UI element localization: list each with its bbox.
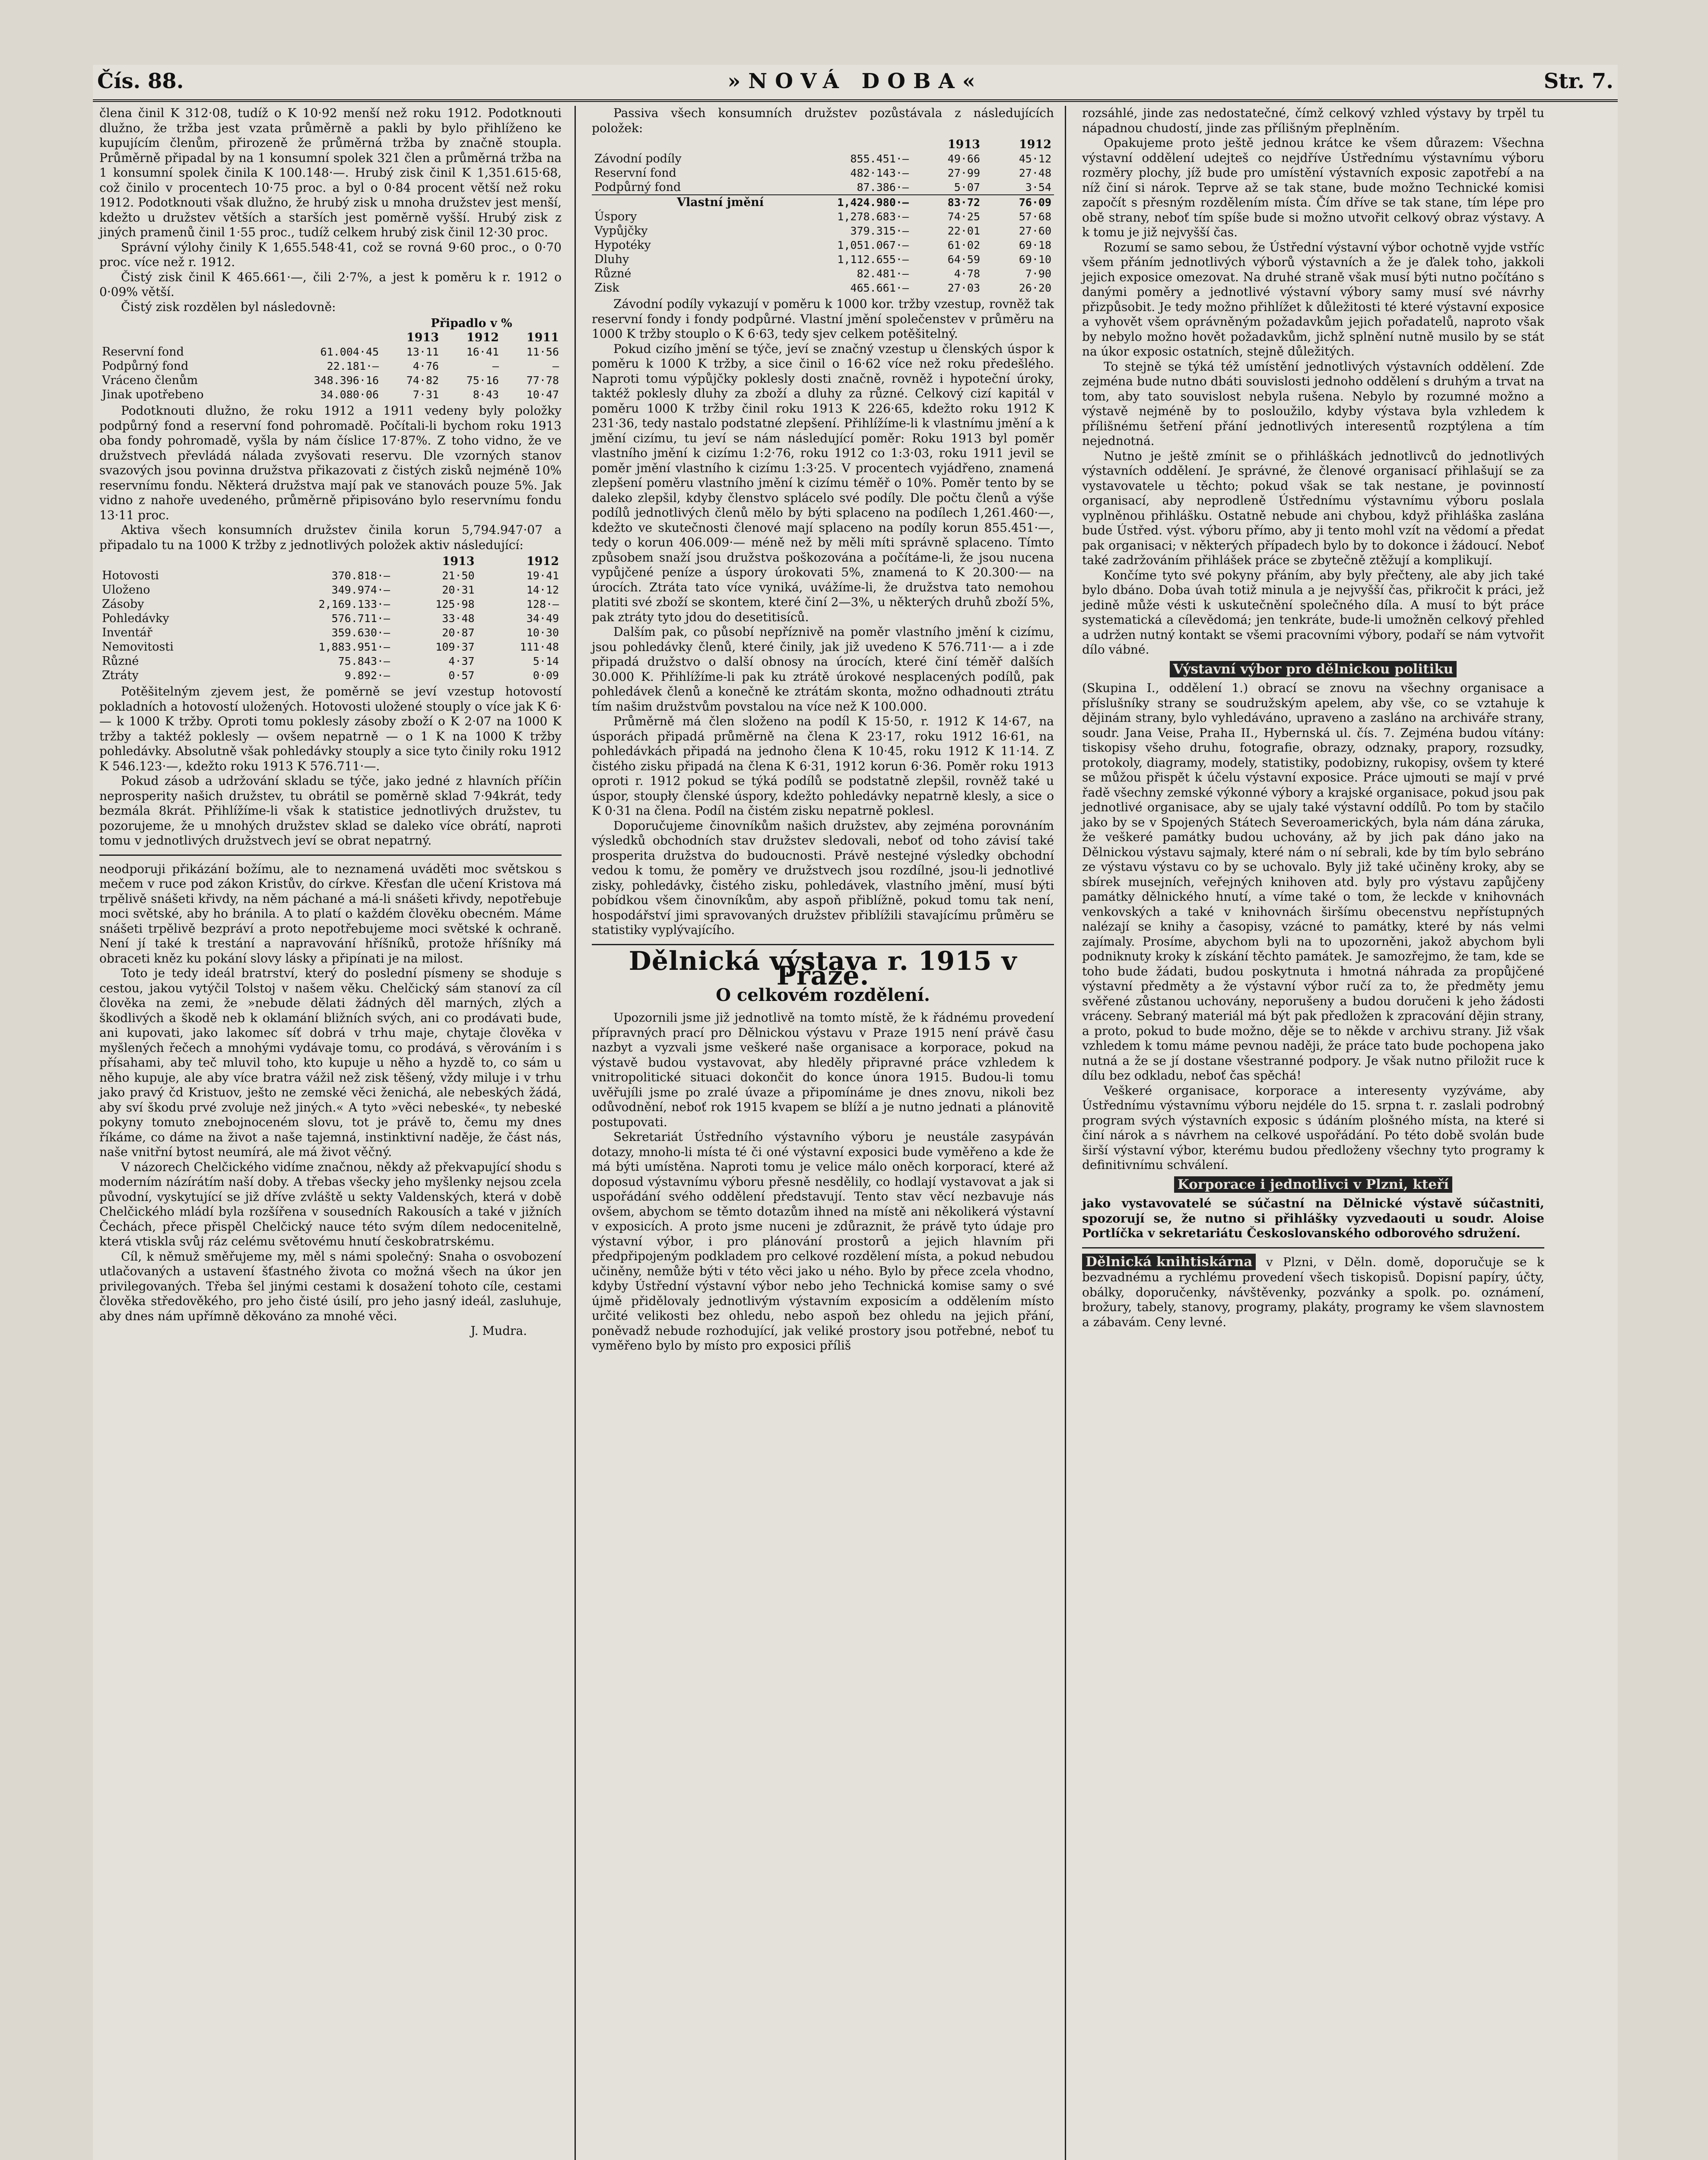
paragraph: Čistý zisk činil K 465.661·—, čili 2·7%, a jest k poměru k r. 1912 o 0·09% větší. (99, 270, 562, 299)
table-cell: 109·37 (435, 641, 475, 653)
table-cell: Ztráty (102, 669, 139, 682)
table-cell: Vypůjčky (594, 224, 648, 238)
table-cell: 27·99 (947, 167, 980, 179)
table-cell: 855.451·— (850, 152, 909, 165)
table-cell: 10·30 (526, 626, 559, 639)
table-cell: 34.080·06 (320, 388, 379, 401)
table-cell: 14·12 (526, 584, 559, 596)
table-row (592, 252, 1054, 267)
table-cell: Hypotéky (594, 238, 651, 252)
table-cell: Pohledávky (102, 612, 169, 625)
table-row (592, 281, 1054, 295)
table-cell: 1,278.683·— (837, 210, 909, 223)
paragraph: To stejně se týká též umístění jednotlivých výstavních oddělení. Zde zejména bude nutno dbáti souvislosti jednoho oddělení s druhým a trvat na tom, aby tato souvislost nebyla rušena. Nebylo by rozumné možno a výstavě nejméně by to posloužilo, kdyby výstava byla vzhledem k přílišnému šetření přání jednotlivých interesentů rozptýlena a tím nejednotná. (1082, 359, 1544, 448)
table-row (99, 611, 562, 626)
issue-number: Čís. 88. (97, 69, 184, 93)
table-cell: 61·02 (947, 239, 980, 251)
section-heading: Korporace i jednotlivci v Plzni, kteří (1174, 1176, 1452, 1193)
table-header-cell: 1912 (526, 555, 559, 568)
table-body (99, 569, 562, 683)
table-row (99, 583, 562, 597)
table-cell: 82.481·— (857, 267, 909, 280)
paragraph: Závodní podíly vykazují v poměru k 1000 kor. tržby vzestup, rovněž tak reservní fondy i fondy podpůrné. Vlastní jmění společenstev v průměru na 1000 K tržby stouplo o K 6·63, tedy sjev celkem potěšitelný. (592, 297, 1054, 341)
article-subheadline: O celkovém rozdělení. (716, 985, 930, 1005)
paragraph: Potěšitelným zjevem jest, že poměrně se jeví vzestup hotovostí pokladních a hotovostí uložených. Hotovosti uložené stouply o více jak K 6·— k 1000 K tržby. Oproti tomu poklesly zásoby zboží o K 2·07 na 1000 K tržby a taktéž poklesly — ovšem nepatrně — o 1 K na 1000 K tržby pohledávky. Absolutně však pohledávky stouply a sice tyto činily roku 1912 K 546.123·—, kdežto roku 1913 K 576.711·—. (99, 684, 562, 773)
table-cell: Jinak upotřebeno (102, 388, 204, 401)
paragraph: rozsáhlé, jinde zas nedostatečné, čímž celkový vzhled výstavy by trpěl tu nápadnou chudostí, jinde zas přílišným přeplněním. (1082, 106, 1544, 135)
table-cell: 349.974·— (331, 584, 390, 596)
column-left (99, 106, 562, 1339)
divider (99, 854, 562, 856)
table-cell: 4·76 (413, 360, 439, 372)
table-cell: Podpůrný fond (102, 359, 189, 373)
table-cell: 4·78 (954, 267, 980, 280)
column-middle (592, 106, 1054, 1353)
paragraph: Veškeré organisace, korporace a interesenty vyzýváme, aby Ústřednímu výstavnímu výboru nejdéle do 15. srpna t. r. zaslali podrobný program svých výstavních exposic s údáním plošného místa, na které si činí nárok a s návrhem na celkové uspořádání. Po této době svolán bude širší výstavní výbor, kterému budou předloženy všechny tyto programy k definitivnímu schválení. (1082, 1083, 1544, 1172)
table-cell: 22·01 (947, 225, 980, 237)
table-cell: 359.630·— (331, 626, 390, 639)
table-row (592, 224, 1054, 238)
paragraph: Rozumí se samo sebou, že Ústřední výstavní výbor ochotně vyjde vstříc všem přáním jednotlivých výborů výstavních a že je ďalek toho, jakkoli jejich exposice omezovat. Na druhé straně však musí býti nutno počítáno s danými poměry a jednotlivé výstavní výbory samy musí své návrhy přizpůsobit. Je tedy možno přihlížet k důležitosti té které výstavní exposice a vyhovět všem oprávněným požadavkům jejich pořadatelů, naproto však by nebylo možno hovět požadavkům, jichž splnění nutně musilo by se stát na úkor exposic ostatních, stejně důležitých. (1082, 240, 1544, 359)
table-cell: 576.711·— (331, 612, 390, 625)
table-cell: 45·12 (1019, 152, 1051, 165)
table-cell: 7·31 (413, 388, 439, 401)
table-cell: 4·37 (448, 655, 475, 667)
table-cell: 61.004·45 (320, 346, 379, 358)
paragraph: Čistý zisk rozdělen byl následovně: (121, 299, 336, 314)
table-cell: Podpůrný fond (594, 181, 681, 194)
paragraph: Upozornili jsme již jednotlivě na tomto místě, že k řádnému provedení přípravných prací pro Dělnickou výstavu v Praze 1915 není právě času nazbyt a vyzvali jsme veškeré naše organisace a korporace, pokud na výstavě budou vystavovat, aby hleděly připravné práce vzhledem k vnitropolitické situaci dokončit do konce února 1915. Budou-li tomu uvěřujíli jsme po zralé úvaze a připomínáme je dnes znovu, nikoli bez odůvodnění, neboť rok 1915 kvapem se blíží a je nutno jednati a plánovitě postupovati. (592, 1010, 1054, 1129)
table-cell: 370.818·— (331, 569, 390, 582)
table-row (99, 626, 562, 640)
paragraph: Pokud zásob a udržování skladu se týče, jako jedné z hlavních příčin neprosperity našich družstev, tu obrátil se poměrně sklad 7·94krát, tedy bezmála 8krát. Přihlížíme-li však k statistice jednotlivých družstev, tu pozorujeme, že u mnohých družstev sklad se daleko více obrátí, naproti tomu v jednotlivých družstvech jeví se obrat nepatrný. (99, 774, 562, 848)
table-cell: Vlastní jmění (592, 195, 766, 210)
table-cell: — (552, 360, 559, 372)
table-cell: 8·43 (473, 388, 499, 401)
table-header-cell: 1912 (466, 331, 499, 344)
table-cell: Různé (102, 654, 139, 668)
table-cell: Uloženo (102, 583, 150, 597)
table-body (592, 152, 1054, 195)
table-cell: 10·47 (526, 388, 559, 401)
table-row (99, 345, 562, 359)
table-cell: Inventář (102, 626, 152, 639)
signature: J. Mudra. (470, 1324, 527, 1338)
table-cell: 75.843·— (338, 655, 390, 667)
newspaper-title: »NOVÁ DOBA« (727, 69, 983, 93)
paragraph: Aktiva všech konsumních družstev činila korun 5,794.947·07 a připadalo tu na 1000 K tržby z jednotlivých položek aktiv následující: (99, 523, 562, 552)
table-header-cell: 1913 (406, 331, 439, 344)
paragraph: neodporuji přikázání božímu, ale to neznamená uváděti moc světskou s mečem v ruce pod zákon Kristův, do církve. Křesťan dle učení Kristova má trpělivě snášeti křivdy, na něm páchané a má-li snášeti křivdy, nepotřebuje moci světské, aby ho bránila. A to platí o každém člověku obecném. Máme snášeti trpělivě bezpráví a proto nepotřebujeme moci světské k ochraně. Není jí také k trestání a napravování hříšníků, protože hříšníky má obraceti kněz ku pokání slovy lásky a připínati je na milost. (99, 861, 562, 966)
table-cell: — (492, 360, 499, 372)
paragraph: jako vystavovatelé se súčastní na Dělnické výstavě súčastniti, spozorují se, že nutno si přihlášky vyzvedaouti u soudr. Aloise Portlíčka v sekretariátu Českoslovanského odborového sdružení. (1082, 1196, 1544, 1240)
assets-table (99, 554, 562, 683)
table-cell: 75·16 (466, 374, 499, 387)
paragraph: Doporučujeme činovníkům našich družstev, aby zejména porovnáním výsledků obchodních stav družstev sledovali, neboť od toho závisí také prosperita družstva do budoucnosti. Právě nestejné výsledky obchodní vedou k tomu, že poměry ve družstvech jsou rozdílné, jsou-li jednotlivé zisky, pohledávky, čistého zisku, pohledávek, vlastního jmění, musí býti pobídkou všem činovníkům, aby aspoň přiblížně, pokud tomu tak není, hospodářství jimi spravovaných družstev přiblížili stavajícímu průměru se statistiky vyplývajícího. (592, 818, 1054, 937)
column-right (1082, 106, 1544, 1330)
table-cell: 19·41 (526, 569, 559, 582)
table-cell: 49·66 (947, 152, 980, 165)
table-cell: 87.386·— (857, 181, 909, 194)
paragraph: Končíme tyto své pokyny přáním, aby byly přečteny, ale aby jich také bylo dbáno. Doba úvah totiž minula a je nejvyšší čas, přikročit k práci, jež jedině může vésti k uskutečnění společného díla. A musí to být práce systematická a cílevědomá; jen tenkráte, bude-li umožněn celkový přehled a udržen nutný kontakt se všemi pracovními výbory, podaří se nám vytvořit dílo vábné. (1082, 568, 1544, 657)
table-cell: 11·56 (526, 346, 559, 358)
table-cell: Různé (594, 267, 632, 280)
table-cell: 27·48 (1019, 167, 1051, 179)
table-cell: 57·68 (1019, 210, 1051, 223)
paragraph: Pokud cizího jmění se týče, jeví se značný vzestup u členských úspor k poměru k 1000 K tržby, a sice činil o 16·62 více než roku předešlého. Naproti tomu výpůjčky poklesly dosti značně, rovněž i hypoteční úroky, taktéž poklesly dluhy za zboží a dluhy za různé. Celkový cizí kapitál v poměru 1000 K tržby činil roku 1913 K 226·65, kdežto roku 1912 K 231·36, tedy nastalo podstatné zlepšení. Přihlížíme-li k vlastnímu jmění a k jmění cizímu, tu jeví se nám následující poměr: Roku 1913 byl poměr vlastního jmění k cizímu 1:2·76, roku 1912 co 1:3·03, roku 1911 jevil se poměr jmění vlastního k cizímu 1:3·25. V procentech vyjádřeno, znamená zlepšení poměru vlastního jmění k cizímu téměř o 10%. Poměr tento by se daleko zlepšil, kdyby členstvo splácelo své podíly. Dle počtu členů a výše podílů jednotlivých členů mělo by býti splaceno na podílech 1,261.460·—, kdežto ve skutečnosti členové mají splaceno na podíly korun 855.451·—, tedy o korun 406.009·— méně než by měli míti správně splaceno. Tímto způsobem snaží jsou družstva poškozována a počítáme-li, že jsou nucena vypůjčené peníze a úspory úrokovati 5%, znamená to K 20.300·— na úrocích. Ztráta tato více vyniká, uvážíme-li, že družstva tato nemohou platiti své zboží se skontem, které činí 2—3%, u některých druhů zboží 5%, pak ztráty tyto jdou do desetitisíců. (592, 341, 1054, 624)
table-cell: 1,112.655·— (837, 253, 909, 266)
table-header-cell: 1911 (526, 331, 559, 344)
table-row (592, 180, 1054, 195)
paragraph: Toto je tedy ideál bratrství, který do poslední písmeny se shoduje s cestou, jakou vytýčil Tolstoj v našem věku. Chelčický sám stanoví za cíl člověka na zemi, že »nebude dělati žádných děl marných, zlých a škodlivých a škodě neb k oklamání bližních svých, ani co prodávati bude, ani kupovati, jako lakomec síť dobrá v trhu maje, chytaje člověka v myšlených řečech a mnohými vydávaje tomu, co prodává, s věrováním i s přísahami, aby teč mluvil toho, kto kupuje u něho a hyzdě to, co sám u něho kupuje, ale aby více bratra vážil než zisk těšený, vždy miluje i v trhu jako pravý čd Kristuov, ješto ne zemské věci ženichá, ale nebeských žádá, aby sví škodu prvé zvoluje než jiných.« A tyto »věci nebeské«, ty nebeské pokyny tomuto znebojnoceném slovu, tot je právě to, čemu my dnes říkáme, co dáme na život a naše tajemná, instinktivní naděje, že část nás, naše vnitřní bytost neumírá, ale má život věčný. (99, 966, 562, 1159)
column-rule-1 (575, 106, 576, 2160)
table-cell: 27·03 (947, 282, 980, 294)
paragraph: V názorech Chelčického vidíme značnou, někdy až překvapující shodu s moderním názírátím naší doby. A třebas všecky jeho myšlenky nejsou zcela původní, vyskytující se již dříve zvláště u sekty Valdenských, která v době Chelčického mládí byla rozšířena v sousedních Rakousích a také v jižních Čechách, přece přispěl Chelčický nauce této svým dílem nedocenitelně, která vtiskla svůj ráz celému světovému hnutí českobratrskému. (99, 1159, 562, 1248)
paragraph: Sekretariát Ústředního výstavního výboru je neustále zasypáván dotazy, mnoho-li místa té či oné výstavní exposici bude vyměřeno a kde že má býti umístěna. Naproti tomu je velice málo oněch korporací, které až doposud výstavnímu výboru přesně nesdělily, co hodlají vystavovat a jak si uspořádání svého oddělení představují. Tento stav věcí nezbavuje nás ovšem, abychom se těmto dotazům ihned na místě ani několikerá výstavní v exposicích. A proto jsme nuceni je zdůraznit, že právě tyto údaje pro výstavní výbor, i pro plánování prostorů a jejich hlavním při předpřipojeným podkladem pro celkové rozdělení místa, a pokud nebudou učiněny, nemůže býti v této věci jako u ného. Bylo by přece zcela vhodno, kdyby Ústřední výstavní výbor nebo jeho Technická komise samy o své újmě přidělovaly jednotlivým výstavním exposicím a oddělením místo určité velikosti bez ohledu, nebo aspoň bez ohledu na jejich přání, poněvadž nebude rozhodující, jak veliké prostory jsou potřebné, neboť tu vyměřeno bylo by místo pro exposici příliš (592, 1130, 1054, 1353)
table-row (592, 166, 1054, 180)
table-cell: 74·25 (947, 210, 980, 223)
table-body (99, 345, 562, 402)
table-header-cell: 1913 (442, 555, 475, 568)
ad-heading: Dělnická knihtiskárna (1082, 1254, 1256, 1271)
table-row (592, 267, 1054, 281)
table-cell: Závodní podíly (594, 152, 682, 165)
table-cell: 348.396·16 (314, 374, 379, 387)
table-header-cell: 1913 (947, 138, 980, 151)
table-cell: 26·20 (1019, 282, 1051, 294)
paragraph: Passiva všech konsumních družstev pozůstávala z následujících položek: (592, 106, 1054, 135)
table-cell: 5·07 (954, 181, 980, 194)
table-cell: 1,424.980·— (766, 195, 911, 210)
table-cell: 482·143·— (850, 167, 909, 179)
paragraph: Průměrně má člen složeno na podíl K 15·50, r. 1912 K 14·67, na úsporách připadá průměrně na člena K 23·17, roku 1912 16·61, na pohledávkách připadá na jednoho člena K 10·45, roku 1912 K 11·14. Z čistého zisku připadá na člena K 6·31, 1912 korun 6·36. Poměr roku 1913 oproti r. 1912 pokud se týká podílů se podstatně zlepšil, rovněž také u úspor, stoupły členské úspory, kdežto pohledávky nepatrně klesly, a sice o K 0·31 na člena. Podíl na čistém zisku nepatrně poklesl. (592, 714, 1054, 818)
table-row (99, 569, 562, 583)
table-row-total (592, 195, 1054, 210)
table-cell: 3·54 (1025, 181, 1051, 194)
table-cell: Nemovitosti (102, 640, 174, 654)
table-header-cell: Připadlo v % (431, 317, 512, 330)
ad-body: v Plzni, v Děln. domě, doporučuje se k bezvadnému a rychlému provedení všech tiskopisů. Dopisní papíry, účty, obálky, doporučenky, návštěvenky, pozvánky a spolk. po. oznámení, brožury, tabely, stanovy, programy, plakáty, programy ke všem slavnostem a zábavám. Ceny levné. (1082, 1255, 1544, 1329)
table-cell: 13·11 (406, 346, 439, 358)
table-cell: 69·18 (1019, 239, 1051, 251)
table-cell: 83·72 (911, 195, 983, 210)
paragraph: Nutno je ještě zmínit se o přihláškách jednotlivců do jednotlivých výstavních oddělení. Je správné, že členové organisací přihlašují se za vystavovatele u těchto; pokud však se tak nestane, je povinností organisací, aby neprodleně Ústřednímu výstavnímu výboru poslala vyplněnou přihlášku. Ostatně nebude ani chybou, když přihláška zaslána bude Ústřed. výst. výboru přímo, aby ji tento mohl vzít na vědomí a předat pak organisaci; v některých případech bylo by to dokonce i žádoucí. Neboť také zadržováním přihlášek práce se zbytečně ztěžují a komplikují. (1082, 448, 1544, 567)
paragraph: Správní výlohy činily K 1,655.548·41, což se rovná 9·60 proc., o 0·70 proc. více než r. 1912. (99, 240, 562, 269)
table-cell: Reservní fond (594, 166, 676, 180)
table-cell: 20·87 (442, 626, 475, 639)
paragraph: (Skupina I., oddělení 1.) obrací se znovu na všechny organisace a příslušníky strany se soudružským apelem, aby vše, co se vztahuje k dějinám strany, bylo vyhledáváno, upraveno a zasláno na archiváře strany, soudr. Jana Veise, Praha II., Hybernská ul. čís. 7. Zejména budou vítány: tiskopisy všeho druhu, fotografie, obrazy, odznaky, prapory, rozsudky, protokoly, diagramy, modely, statistiky, podobizny, rukopisy, ovšem ty které se můžou přispět k účelu výstavní exposice. Práce ujmouti se mají v prvé řadě všechny zemské výkonné výbory a krajské organisace, pokud jsou pak jednotlivé organisace, aby se ujaly také výstavní oddílů. Po tom by stačilo jako by se v Spojených Státech Severoamerických, byla nám dána záruka, že veškeré památky budou uchovány, až by jich pak dáno jako na Dělnickou výstavu sajmaly, které nám o ní sebrali, kde by tím bylo sebráno ze výstavu výstavu co by se uchovalo. Byly již také učiněny kroky, aby se sbírek musejních, veřejných knihoven atd. byly pro výstavu zapůjčeny památky dělnického hnutí, a víme také o tom, že leckde v knihovnách venkovských a také v knihovnách širšímu obecenstvu nepřístupných nalézají se knihy a časopisy, vzácné to památky, které by nás velmi zajímaly. Prosíme, abychom byli na to upozorněni, jakož abychom byli podniknuty kroky k získání těchto památek. Je samozřejmo, že tam, kde se toho bude žádati, budou poskytnuta i hmotná náhrada za propůjčené výstavní předměty a že výstavní výbor ručí za to, že předměty jemu svěřené zůstanou uchovány, neporušeny a budou doručeni k jeho žádosti vráceny. Sebraný materiál má být pak předložen k zpracování dějin strany, a proto, pokud to bude možno, děje se to někde v archivu strany. Již však vzhledem k tomu máme pevnou naději, že práce tato bude pochopena jako nutná a že se jí dostane všestranné podpory. Je však nutno přiložit ruce k dílu bez odkladu, neboť čas spěchá! (1082, 681, 1544, 1083)
table-cell: 1,883.951·— (318, 641, 390, 653)
masthead (93, 65, 1618, 102)
table-row (99, 640, 562, 654)
advertisement (1082, 1247, 1544, 1330)
table-row (99, 359, 562, 373)
profit-distribution-table (99, 316, 562, 402)
section-heading: Výstavní výbor pro dělnickou politiku (1170, 661, 1457, 678)
table-cell: 379.315·— (850, 225, 909, 237)
table-cell: 0·09 (533, 669, 559, 682)
table-cell: 465.661·— (850, 282, 909, 294)
table-cell: Úspory (594, 210, 637, 223)
table-cell: Hotovosti (102, 569, 159, 582)
table-cell: Dluhy (594, 253, 629, 266)
paragraph: Cíl, k němuž směřujeme my, měl s námi společný: Snaha o osvobození utlačovaných a ustavení šťastného života co možná všech na úkor jen privilegovaných. Třeba šel jinými cestami k dosažení tohoto cíle, cestami člověka středověkého, pro jeho čisté úsilí, pro jeho jasný ideál, zasluhuje, aby dnes nám upřímně děkováno za mnohé věci. (99, 1249, 562, 1323)
table-cell: 69·10 (1019, 253, 1051, 266)
table-cell: 33·48 (442, 612, 475, 625)
table-header-cell: 1912 (1019, 138, 1051, 151)
table-row (592, 152, 1054, 166)
paragraph: Opakujeme proto ještě jednou krátce ke všem důrazem: Všechna výstavní oddělení udejteš co nejdříve Ústřednímu výstavnímu výboru rozměry plochy, jíž bude pro umístění výstavních exposic zapotřebí a na níž činí si nárok. Teprve až se tak stane, bude možno Technické komisi započít s přesným rozdělením místa. Čím dříve se tak stane, tím lépe pro obě strany, neboť tím spíše bude si možno utvořit celkový obraz výstavy. A k tomu je již nejvyšší čas. (1082, 136, 1544, 239)
table-cell: Reservní fond (102, 345, 184, 359)
table-row (592, 238, 1054, 252)
table-cell: 34·49 (526, 612, 559, 625)
table-cell: 21·50 (442, 569, 475, 582)
table-cell: 0·57 (448, 669, 475, 682)
liabilities-table (592, 137, 1054, 295)
table-cell: 64·59 (947, 253, 980, 266)
table-cell: 125·98 (435, 598, 475, 610)
table-cell: 1,051.067·— (837, 239, 909, 251)
table-row (99, 597, 562, 611)
paragraph: člena činil K 312·08, tudíž o K 10·92 menší než roku 1912. Podotknouti dlužno, že tržba jest vzata průměrně a pakli by bylo přihlíženo ke kupujícím členům, přirozeně že průměrná tržba by značně stoupla. Průměrně připadal by na 1 konsumní spolek 321 člen a průměrná tržba na 1 konsumní spolek činila K 100.148·—. Hrubý zisk činil K 1,351.615·68, což činilo v procentech 10·75 proc. a byl o 0·84 procent větší než roku 1912. Podotknouti však dlužno, že hrubý zisk u mnoha družstev jest menší, kdežto u družstev větších a starších jest poměrně vyšší. Hrubý zisk z jiných pramenů činil 1·55 proc., tudíž celkem hrubý zisk činil 12·30 proc. (99, 106, 562, 239)
table-cell: 128·— (526, 598, 559, 610)
paragraph: Dalším pak, co působí nepříznivě na poměr vlastního jmění k cizímu, jsou pohledávky členů, které činily, jak již uvedeno K 576.711·— a i zde připadá družstvo o další obnosy na úrocích, které činí téměř dalších 30.000 K. Přihlížíme-li pak ku ztrátě úrokové nesplacených podílů, pak pohledávek členů a konečně ke ztrátám skonta, možno odhadnouti ztrátu tím našim družstvům povstalou na více než K 100.000. (592, 625, 1054, 714)
table-cell: 2,169.133·— (318, 598, 390, 610)
article-headline: Dělnická výstava r. 1915 v Praze. (629, 946, 1017, 991)
page-number: Str. 7. (1543, 69, 1613, 93)
divider (592, 944, 1054, 945)
table-body (592, 210, 1054, 295)
table-cell: 111·48 (520, 641, 559, 653)
table-row (592, 210, 1054, 224)
table-cell: 77·78 (526, 374, 559, 387)
table-cell: 7·90 (1025, 267, 1051, 280)
table-cell: Zisk (594, 281, 619, 295)
table-cell: 76·09 (983, 195, 1054, 210)
table-cell: 20·31 (442, 584, 475, 596)
table-row (99, 668, 562, 683)
table-row (99, 388, 562, 402)
table-cell: Zásoby (102, 597, 144, 611)
table-cell: 5·14 (533, 655, 559, 667)
table-cell: 27·60 (1019, 225, 1051, 237)
table-cell: 22.181·— (327, 360, 379, 372)
column-rule-2 (1065, 106, 1066, 2160)
table-row (99, 373, 562, 388)
paragraph: Podotknouti dlužno, že roku 1912 a 1911 vedeny byly položky podpůrný fond a reservní fond pohromadě. Počítali-li bychom roku 1913 oba fondy pohromadě, vyšla by nám číslice 17·87%. Z toho vidno, že ve družstvech převládá nálada zvyšovati reservu. Dle vzorných stanov svazových jsou povinna družstva přikazovati z čistých zisků nejméně 10% reservnímu fondu. Některá družstva mají pak ve stanovách pouze 5%. Jak vidno z nahoře uvedeného, průměrně připisováno bylo reservnímu fondu 13·11 proc. (99, 403, 562, 522)
table-row (99, 654, 562, 668)
table-cell: 9.892·— (344, 669, 390, 682)
table-cell: 74·82 (406, 374, 439, 387)
table-cell: 16·41 (466, 346, 499, 358)
table-cell: Vráceno členům (102, 374, 198, 387)
